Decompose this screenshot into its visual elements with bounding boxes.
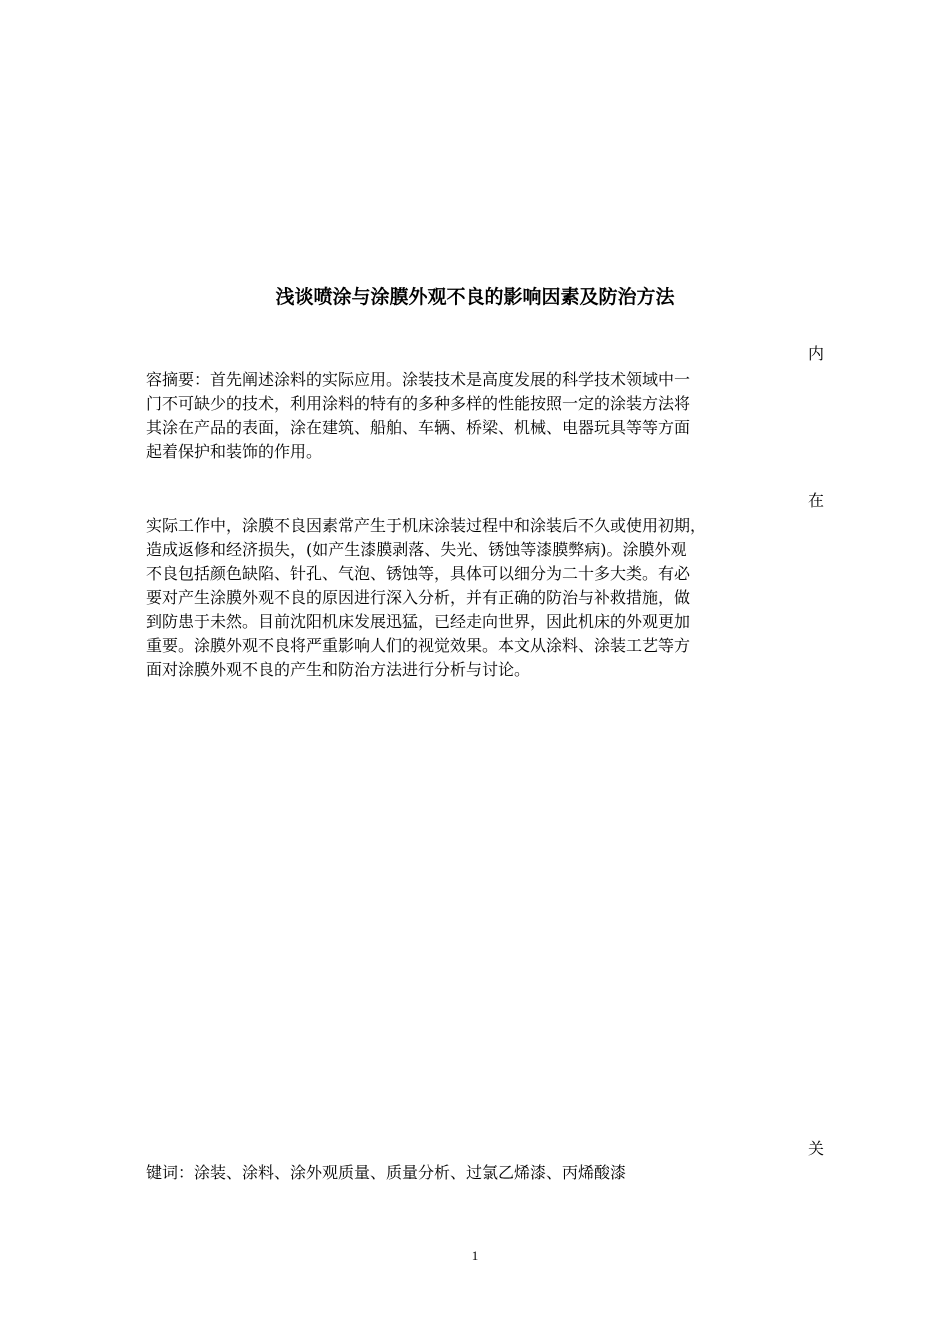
body-line: 要对产生涂膜外观不良的原因进行深入分析，并有正确的防治与补救措施，做 [146,588,691,607]
body-line: 重要。涂膜外观不良将严重影响人们的视觉效果。本文从涂料、涂装工艺等方 [146,636,691,655]
abstract-line: 容摘要：首先阐述涂料的实际应用。涂装技术是高度发展的科学技术领域中一 [146,370,691,389]
document-title: 浅谈喷涂与涂膜外观不良的影响因素及防治方法 [275,286,675,308]
body-lead-char: 在 [808,491,825,510]
abstract-line: 其涂在产品的表面，涂在建筑、船舶、车辆、桥梁、机械、电器玩具等等方面 [146,418,691,437]
abstract-line: 门不可缺少的技术，利用涂料的特有的多种多样的性能按照一定的涂装方法将 [146,394,691,413]
keywords-lead-char: 关 [808,1139,825,1158]
body-paragraph [146,514,806,682]
body-line: 实际工作中，涂膜不良因素常产生于机床涂装过程中和涂装后不久或使用初期， [146,516,707,535]
abstract-lead-char: 内 [808,344,825,363]
page-number: 1 [471,1248,479,1263]
body-line: 到防患于未然。目前沈阳机床发展迅猛，已经走向世界，因此机床的外观更加 [146,612,691,631]
keywords-line: 键词：涂装、涂料、涂外观质量、质量分析、过氯乙烯漆、丙烯酸漆 [146,1163,627,1182]
abstract-line: 起着保护和装饰的作用。 [146,442,323,461]
body-line: 不良包括颜色缺陷、针孔、气泡、锈蚀等，具体可以细分为二十多大类。有必 [146,564,691,583]
body-line: 造成返修和经济损失，(如产生漆膜剥落、失光、锈蚀等漆膜弊病)。涂膜外观 [146,540,687,559]
body-line: 面对涂膜外观不良的产生和防治方法进行分析与讨论。 [146,660,531,679]
abstract-paragraph [146,368,806,464]
keywords-paragraph [146,1161,806,1185]
